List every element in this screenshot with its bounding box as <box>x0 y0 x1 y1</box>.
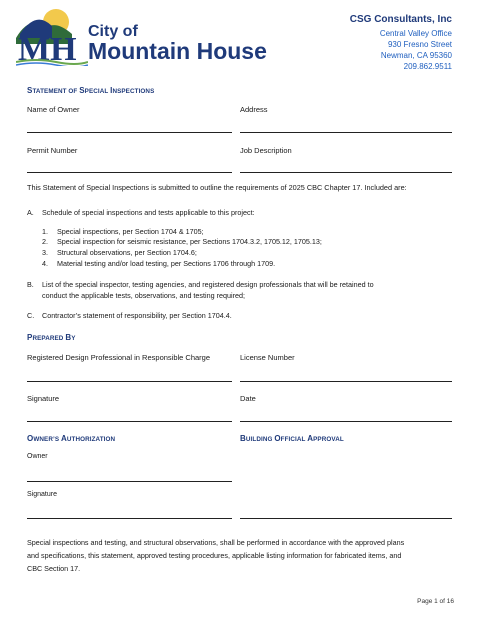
list-item-4-num: 4. <box>42 259 48 268</box>
company-name: CSG Consultants, Inc <box>349 14 452 25</box>
building-official-approval-heading: BUILDING OFFICIAL APPROVAL <box>240 434 344 443</box>
list-item-1: Special inspections, per Section 1704 & 1705; <box>57 227 204 236</box>
office-street: 930 Fresno Street <box>387 40 452 49</box>
rdp-field[interactable] <box>27 381 232 382</box>
section-c-text: Contractor’s statement of responsibility, per Section 1704.4. <box>42 311 232 320</box>
svg-text:MH: MH <box>18 31 77 66</box>
rdp-label: Registered Design Professional in Responsible Charge <box>27 353 211 362</box>
address-label: Address <box>240 105 268 114</box>
list-item-2: Special inspection for seismic resistance, per Sections 1704.3.2, 1705.12, 1705.13; <box>57 237 322 246</box>
list-item-1-num: 1. <box>42 227 48 236</box>
name-of-owner-field[interactable] <box>27 132 232 133</box>
license-number-field[interactable] <box>240 381 452 382</box>
date-field[interactable] <box>240 421 452 422</box>
section-b-line-1: List of the special inspector, testing agencies, and registered design professionals that will be retained to <box>42 280 374 289</box>
section-a-letter: A. <box>27 208 34 217</box>
section-c-letter: C. <box>27 311 35 320</box>
list-item-3: Structural observations, per Section 1704.6; <box>57 248 197 257</box>
closing-line-1: Special inspections and testing, and structural observations, shall be performed in accordance with the approved plans <box>27 538 405 547</box>
section-b-letter: B. <box>27 280 34 289</box>
job-description-label: Job Description <box>240 146 292 155</box>
closing-line-2: and specifications, this statement, approved testing procedures, applicable listing information for fabricated items, and <box>27 551 402 560</box>
owner-signature-field[interactable] <box>27 518 232 519</box>
city-of-label: City of <box>88 23 138 40</box>
rdp-signature-label: Signature <box>27 394 60 403</box>
closing-line-3: CBC Section 17. <box>27 564 81 573</box>
rdp-signature-field[interactable] <box>27 421 232 422</box>
job-description-field[interactable] <box>240 172 452 173</box>
date-label: Date <box>240 394 256 403</box>
license-number-label: License Number <box>240 353 295 362</box>
section-a-text: Schedule of special inspections and tests applicable to this project: <box>42 208 255 217</box>
office-name: Central Valley Office <box>379 29 452 38</box>
name-of-owner-label: Name of Owner <box>27 105 80 114</box>
city-logo-icon <box>16 4 88 66</box>
list-item-3-num: 3. <box>42 248 48 257</box>
city-name: Mountain House <box>88 38 267 64</box>
prepared-by-heading: PREPARED BY <box>27 333 76 342</box>
address-field[interactable] <box>240 132 452 133</box>
intro-text: This Statement of Special Inspections is submitted to outline the requirements of 2025 CBC Chapter 17. Included are: <box>27 183 407 192</box>
section-b-line-2: conduct the applicable tests, observations, and testing required; <box>42 291 245 300</box>
list-item-4: Material testing and/or load testing, per Sections 1706 through 1709. <box>57 259 276 268</box>
building-official-signature-field[interactable] <box>240 518 452 519</box>
owner-signature-label: Signature <box>27 491 57 498</box>
document-title: STATEMENT OF SPECIAL INSPECTIONS <box>27 86 155 95</box>
owner-authorization-heading: OWNER’S AUTHORIZATION <box>27 434 116 443</box>
owner-field[interactable] <box>27 481 232 482</box>
permit-number-field[interactable] <box>27 172 232 173</box>
owner-label: Owner <box>27 453 48 460</box>
permit-number-label: Permit Number <box>27 146 78 155</box>
office-phone: 209.862.9511 <box>403 62 452 71</box>
list-item-2-num: 2. <box>42 237 48 246</box>
office-city: Newman, CA 95360 <box>380 51 452 60</box>
page-number: Page 1 of 16 <box>417 598 454 605</box>
